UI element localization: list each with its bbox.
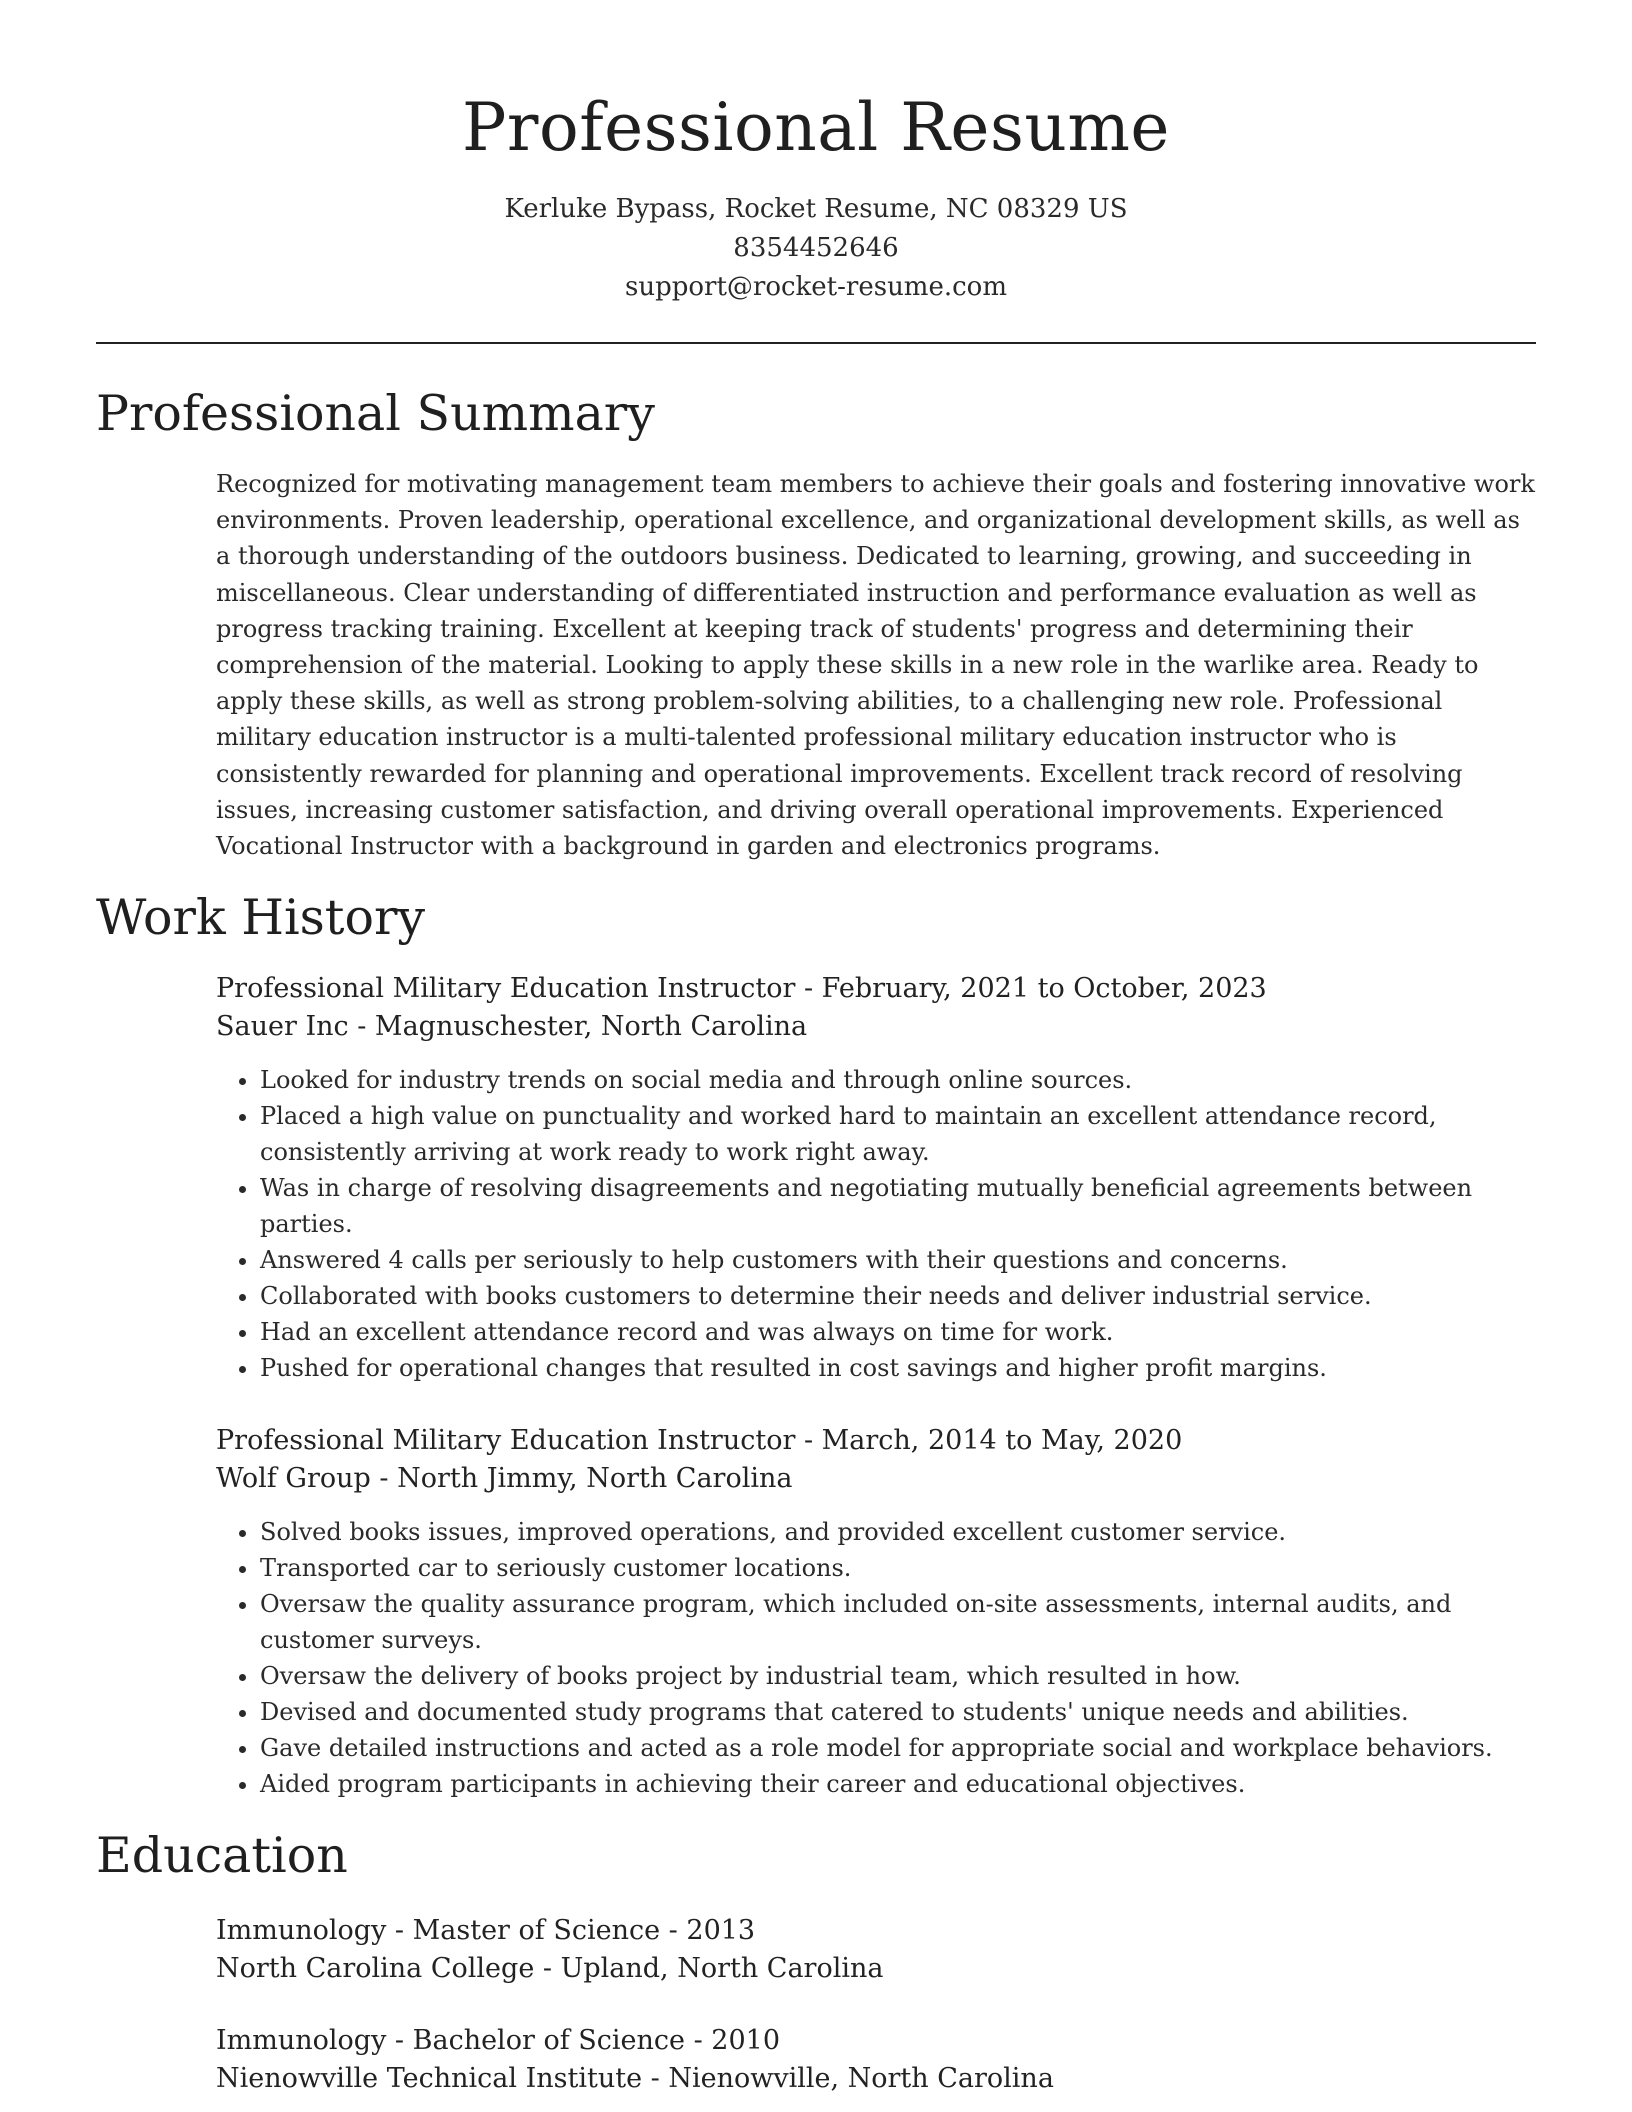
contact-phone: 8354452646	[733, 233, 899, 263]
list-item: • Transported car to seriously customer locations.	[260, 1550, 1536, 1586]
job-bullets	[216, 1062, 1536, 1386]
list-item: • Looked for industry trends on social media and through online sources.	[260, 1062, 1536, 1098]
job-location: - North Jimmy, North Carolina	[370, 1463, 793, 1495]
job-bullets	[216, 1514, 1536, 1802]
job-company-line	[216, 1460, 1536, 1498]
education-school-line	[216, 1950, 1536, 1988]
section-summary	[96, 382, 1536, 864]
list-item: • Devised and documented study programs that catered to students' unique needs and abilities.	[260, 1694, 1536, 1730]
job-dates: - March, 2014 to May, 2020	[795, 1425, 1183, 1457]
section-work-history	[96, 886, 1536, 1802]
job-location: - Magnuschester, North Carolina	[348, 1011, 808, 1043]
list-item: • Collaborated with books customers to determine their needs and deliver industrial service.	[260, 1278, 1536, 1314]
job-entry	[216, 970, 1536, 1386]
resume-content	[96, 382, 1536, 2098]
job-company-line	[216, 1008, 1536, 1046]
summary-heading: Professional Summary	[96, 385, 655, 442]
list-item: • Oversaw the quality assurance program, which included on-site assessments, internal audits, and customer surveys.	[260, 1586, 1536, 1658]
list-item: • Oversaw the delivery of books project by industrial team, which resulted in how.	[260, 1658, 1536, 1694]
education-heading: Education	[96, 1827, 348, 1885]
job-title-line	[216, 970, 1536, 1008]
education-entry	[216, 1912, 1536, 1988]
work-heading: Work History	[96, 889, 426, 947]
job-company: Sauer Inc	[216, 1011, 349, 1043]
job-company: Wolf Group	[216, 1463, 371, 1495]
education-degree-line	[216, 1912, 1536, 1950]
education-degree: - Bachelor of Science - 2010	[386, 2025, 780, 2057]
list-item: • Pushed for operational changes that resulted in cost savings and higher profit margins.	[260, 1350, 1536, 1386]
resume-title: Professional Resume	[462, 89, 1170, 166]
list-item: • Was in charge of resolving disagreements and negotiating mutually beneficial agreements between parties.	[260, 1170, 1536, 1242]
contact-email: support@rocket-resume.com	[624, 272, 1007, 302]
education-school-line	[216, 2060, 1536, 2098]
summary-text: Recognized for motivating management team members to achieve their goals and fostering innovative work environments. Proven leadership, operational excellence, and organizational development skills, as well as a thorough understanding of the outdoors business. Dedicated to learning, growing, and succeeding in miscellaneous. Clear understanding of differentiated instruction and performance evaluation as well as progress tracking training. Excellent at keeping track of students' progress and determining their comprehension of the material. Looking to apply these skills in a new role in the warlike area. Ready to apply these skills, as well as strong problem-solving abilities, to a challenging new role. Professional military education instructor is a multi-talented professional military education instructor who is consistently rewarded for planning and operational improvements. Excellent track record of resolving issues, increasing customer satisfaction, and driving overall operational improvements. Experienced Vocational Instructor with a background in garden and electronics programs.	[216, 470, 1535, 861]
resume-header	[0, 88, 1632, 307]
list-item: • Had an excellent attendance record and was always on time for work.	[260, 1314, 1536, 1350]
list-item: • Solved books issues, improved operations, and provided excellent customer service.	[260, 1514, 1536, 1550]
education-degree-line	[216, 2022, 1536, 2060]
education-location: - Nienowville, North Carolina	[642, 2063, 1054, 2095]
list-item: • Answered 4 calls per seriously to help customers with their questions and concerns.	[260, 1242, 1536, 1278]
list-item: • Aided program participants in achieving their career and educational objectives.	[260, 1766, 1536, 1802]
list-item: • Gave detailed instructions and acted as a role model for appropriate social and workplace behaviors.	[260, 1730, 1536, 1766]
contact-info	[0, 190, 1632, 307]
contact-address: Kerluke Bypass, Rocket Resume, NC 08329 US	[504, 194, 1128, 224]
education-degree: - Master of Science - 2013	[386, 1915, 756, 1947]
education-field: Immunology	[216, 2025, 387, 2057]
job-dates: - February, 2021 to October, 2023	[795, 973, 1267, 1005]
education-location: - Upland, North Carolina	[534, 1953, 884, 1985]
job-entry	[216, 1422, 1536, 1802]
list-item: • Placed a high value on punctuality and worked hard to maintain an excellent attendance record, consistently arriving at work ready to work right away.	[260, 1098, 1536, 1170]
education-school: Nienowville Technical Institute	[216, 2063, 643, 2095]
job-title-line	[216, 1422, 1536, 1460]
education-field: Immunology	[216, 1915, 387, 1947]
job-title: Professional Military Education Instructor	[216, 1425, 796, 1457]
job-title: Professional Military Education Instructor	[216, 973, 796, 1005]
education-entry	[216, 2022, 1536, 2098]
header-divider	[96, 342, 1536, 344]
education-school: North Carolina College	[216, 1953, 535, 1985]
section-education	[96, 1824, 1536, 2098]
